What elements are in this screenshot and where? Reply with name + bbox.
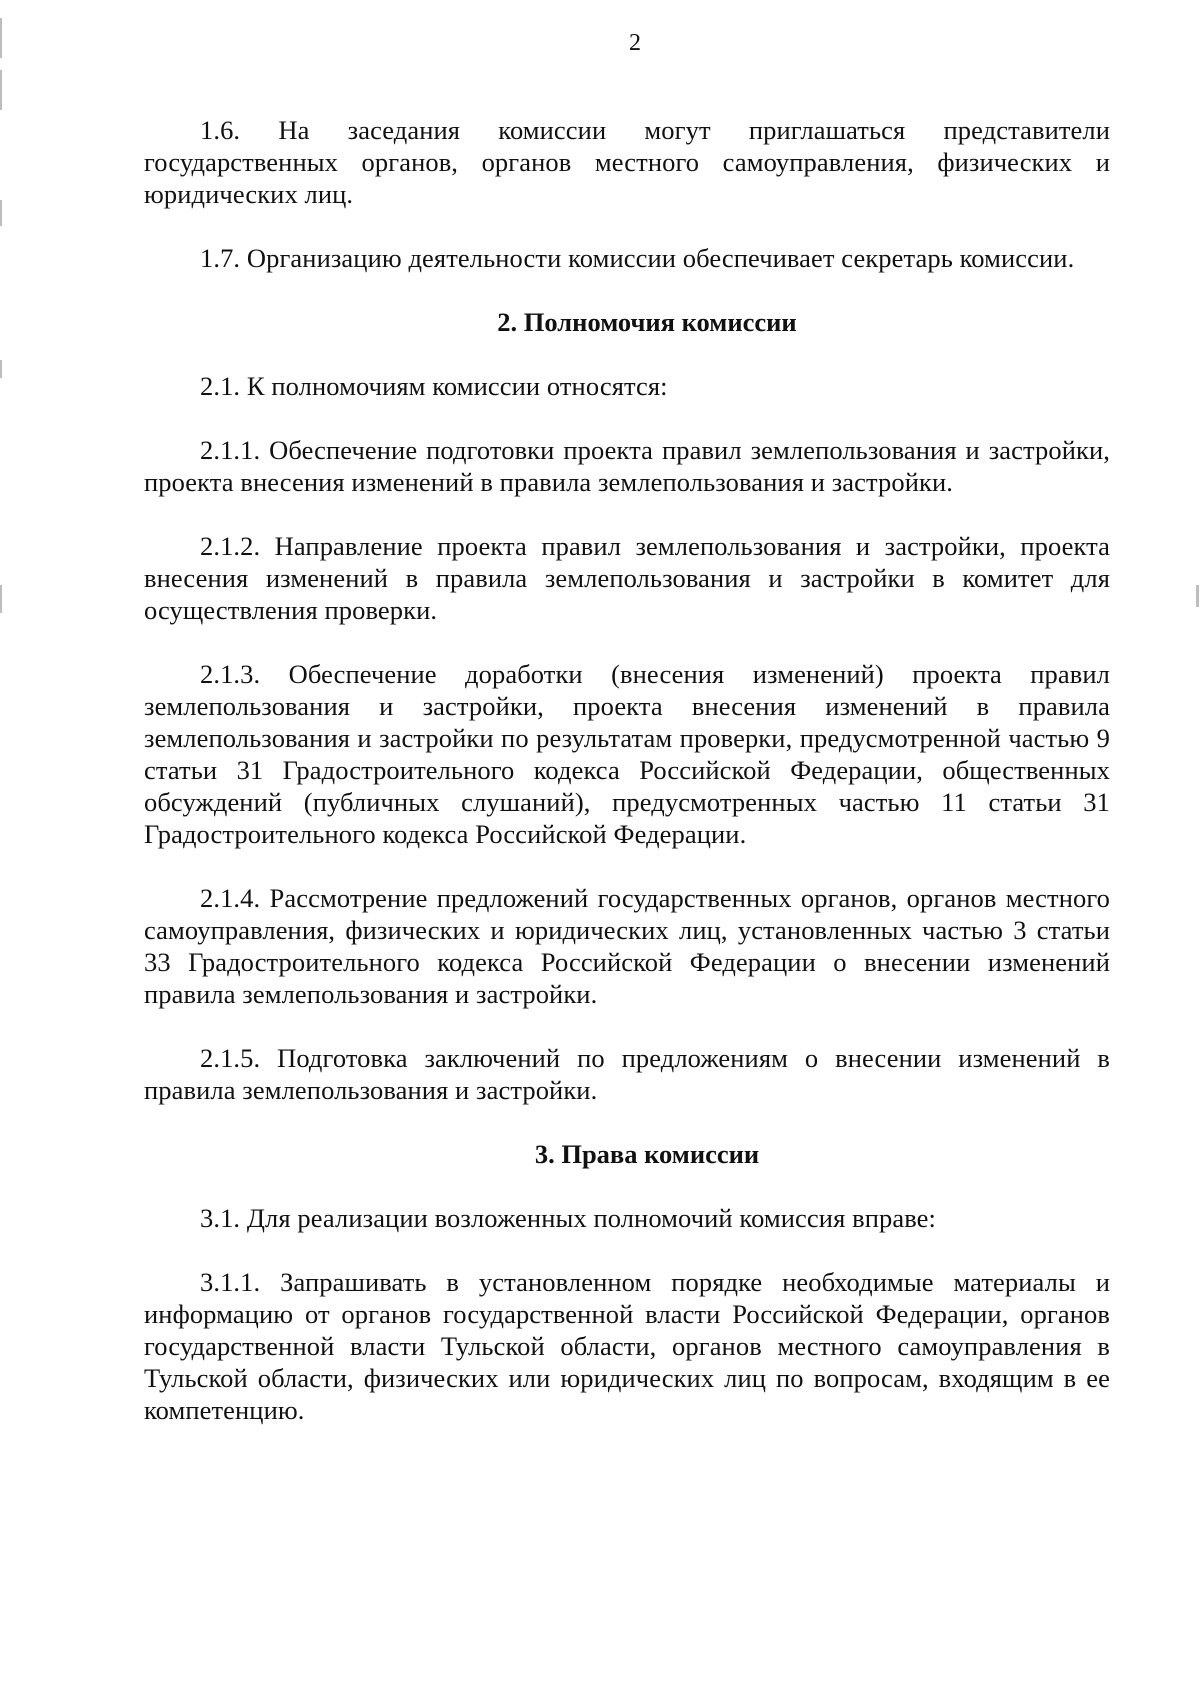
paragraph-2-1-3: 2.1.3. Обеспечение доработки (внесения изменений) проекта правил землепользования и застройки, проекта внесения изменений в правила землепользования и застройки по результатам проверки, предусмотренной частью 9 статьи 31 Градостроительного кодекса Российской Федерации, общественных обсуждений (публичных слушаний), предусмотренных частью 11 статьи 31 Градостроительного кодекса Российской Федерации. (144, 659, 1110, 849)
paragraph-1-7: 1.7. Организацию деятельности комиссии обеспечивает секретарь комиссии. (200, 243, 1075, 273)
scan-edge-mark (0, 200, 2, 226)
document-body (144, 114, 1110, 1458)
paragraph-3-1: 3.1. Для реализации возложенных полномочий комиссия вправе: (200, 1203, 936, 1233)
paragraph-2-1-5: 2.1.5. Подготовка заключений по предложениям о внесении изменений в правила землепользования и застройки. (144, 1043, 1110, 1105)
section-heading-2: 2. Полномочия комиссии (497, 307, 797, 337)
scan-edge-mark (1196, 585, 1199, 607)
scan-edge-mark (0, 585, 2, 613)
paragraph-1-6: 1.6. На заседания комиссии могут приглашаться представители государственных органов, органов местного самоуправления, физических и юридических лиц. (144, 115, 1110, 209)
page-number: 2 (629, 30, 641, 56)
scan-edge-mark (0, 360, 2, 378)
scan-edge-mark (0, 70, 2, 110)
paragraph-2-1-1: 2.1.1. Обеспечение подготовки проекта правил землепользования и застройки, проекта внесения изменений в правила землепользования и застройки. (144, 435, 1110, 497)
paragraph-2-1-4: 2.1.4. Рассмотрение предложений государственных органов, органов местного самоуправления, физических и юридических лиц, установленных частью 3 статьи 33 Градостроительного кодекса Российской Федерации о внесении изменений правила землепользования и застройки. (144, 883, 1110, 1009)
section-heading-3: 3. Права комиссии (534, 1139, 760, 1169)
paragraph-2-1-2: 2.1.2. Направление проекта правил землепользования и застройки, проекта внесения изменений в правила землепользования и застройки в комитет для осуществления проверки. (144, 531, 1110, 625)
paragraph-2-1: 2.1. К полномочиям комиссии относятся: (200, 371, 668, 401)
paragraph-3-1-1: 3.1.1. Запрашивать в установленном порядке необходимые материалы и информацию от органов государственной власти Российской Федерации, органов государственной власти Тульской области, органов местного самоуправления в Тульской области, физических или юридических лиц по вопросам, входящим в ее компетенцию. (144, 1267, 1110, 1425)
